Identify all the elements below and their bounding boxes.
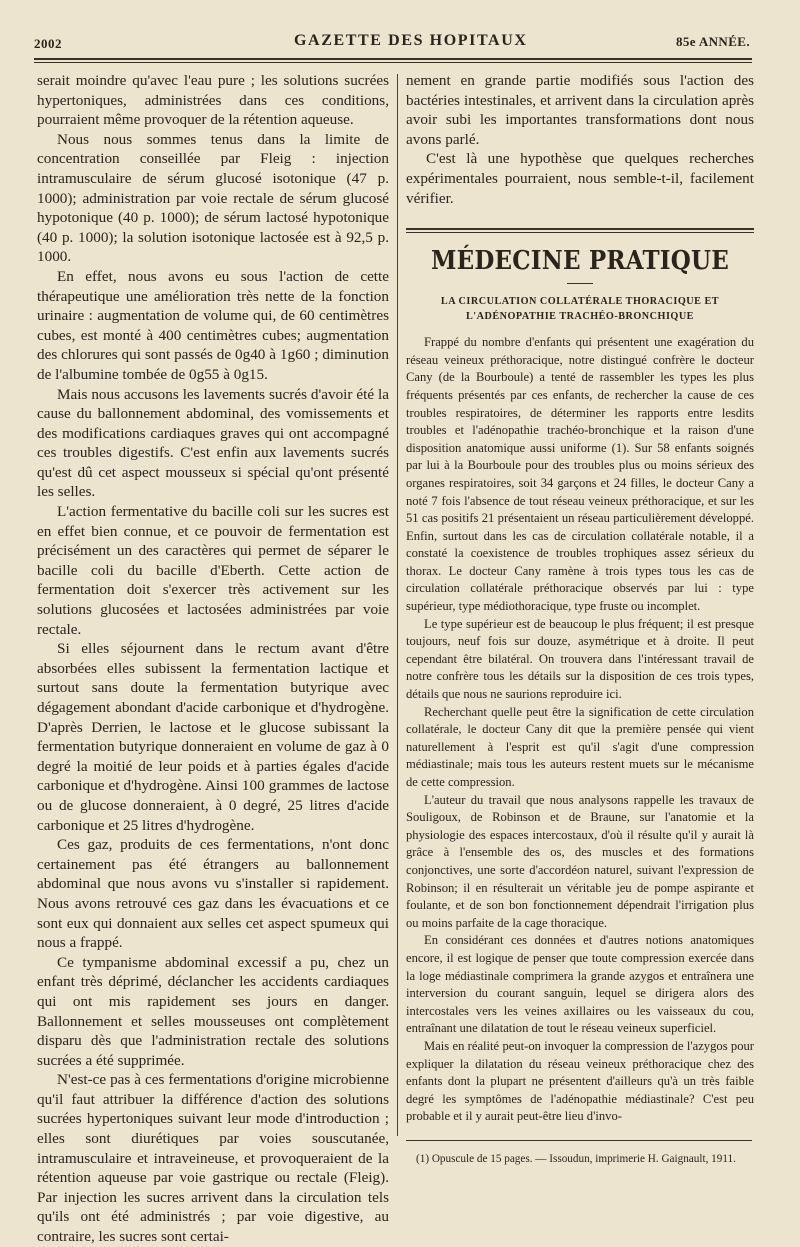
paragraph: Mais nous accusons les lavements sucrés d'avoir été la cause du ballonnement abdominal, des vomissements et des modifications cardiaques graves qui ont accompagné ces troubles digestifs. C'est enfin aux lavements sucrés qu'est dû cet aspect mousseux si spécial qu'ont présenté les selles.	[37, 385, 389, 501]
paragraph: L'action fermentative du bacille coli sur les sucres est en effet bien connue, et ce pouvoir de fermentation est précisément un des caractères qui permet de séparer le bacille coli du bacille d'Eberth. Cette action de fermentation doit s'exercer très activement sur les solutions glucosées et lactosées administrées par voie rectale.	[37, 503, 389, 638]
article-paragraph: L'auteur du travail que nous analysons rappelle les travaux de Souligoux, de Robinson et de Braune, sur l'anatomie et la physiologie des espaces intercostaux, d'où il résulte qu'il y aurait là grâce à l'ensemble des os, des muscles et des formations conjonctives, une sorte d'accordéon naturel, suivant l'expression de Robinson; il en résulterait un véritable jeu de pompe aspirante et foulante, et de son bon fonctionnement dépendrait l'irrigation plus ou moins parfaite de la cage thoracique.	[406, 792, 754, 930]
article-paragraph: Recherchant quelle peut être la signification de cette circulation collatérale, le docteur Cany dit que la première pensée qui vient naturellement à l'esprit est qu'il s'agit d'une compression médiastinale; mais tous les auteurs restent muets sur le mécanisme de cette compression.	[406, 704, 754, 789]
paragraph: serait moindre qu'avec l'eau pure ; les solutions sucrées hypertoniques, administrées dans ces conditions, pourraient même provoquer de la rétention aqueuse.	[37, 72, 389, 129]
section-title: MÉDECINE PRATIQUE	[431, 245, 729, 277]
paragraph: Si elles séjournent dans le rectum avant d'être absorbées elles subissent la fermentation lactique et surtout sans doute la fermentation butyrique avec dégagement abondant d'acide carbonique et d'hydrogène. D'après Derrien, le lactose et le glucose subissant la fermentation butyrique donneraient en volume de gaz à 0 degré la moitié de leur poids et à parties égales d'acide carbonique et d'hydrogène. Ainsi 100 grammes de lactose ou de glucose donneraient, à 0 degré, 25 litres d'acide carbonique et 25 litres d'hydrogène.	[37, 640, 389, 834]
footnote-rule	[406, 1140, 752, 1141]
paragraph: N'est-ce pas à ces fermentations d'origine microbienne qu'il faut attribuer la différence d'action des solutions sucrées hypertoniques suivant leur mode d'introduction ; elles sont diurétiques par voies souscutanée, intramusculaire et intraveineuse, et provoqueraient de la rétention aqueuse par voie gastrique ou rectale (Fleig). Par injection les sucres arrivent dans la circulation tels qu'ils ont été administrés ; par voie digestive, au contraire, les sucres sont certai-	[37, 1071, 389, 1246]
paragraph: C'est là une hypothèse que quelques recherches expérimentales pourraient, nous semble-t-il, facilement vérifier.	[406, 150, 754, 207]
footnote: (1) Opuscule de 15 pages. — Issoudun, imprimerie H. Gaignault, 1911.	[416, 1152, 736, 1165]
article-paragraph: Frappé du nombre d'enfants qui présentent une exagération du réseau veineux préthoracique, notre distingué confrère le docteur Cany (de la Bourboule) a tenté de rassembler les types les plus fréquents présentés par ces enfants, de rechercher la cause de ces troubles respiratoires, de déterminer les rapports entre lesdits troubles et l'adénopathie trachéo-bronchique et la raison d'une disposition anatomique aussi uniforme (1). Sur 58 enfants soignés par lui à la Bourboule pour des troubles plus ou moins sérieux des organes respiratoires, soit 34 garçons et 24 filles, le docteur Cany a noté 7 fois l'absence de tout réseau veineux préthoracique, et sur les 51 cas positifs 21 présentaient un réseau particulièrement développé. Enfin, surtout dans les cas de circulation collatérale notable, il a constaté la coexistence de troubles trophiques assez sérieux du thorax. Le docteur Cany ramène à trois types tous les cas de circulation collatérale préthoracique observés par lui : type supérieur, type médiothoracique, type fruste ou incomplet.	[406, 335, 754, 614]
paragraph: nement en grande partie modifiés sous l'action des bactéries intestinales, et arrivent dans la circulation après avoir subi les importantes transformations dont nous avons parlé.	[406, 72, 754, 148]
paragraph: En effet, nous avons eu sous l'action de cette thérapeutique une amélioration très nette de la fonction urinaire : augmentation de volume qui, de 60 centimètres cubes, est monté à 400 centimètres cubes; augmentation des chlorures qui sont passés de 0g40 à 1g60 ; diminution de l'albumine tombée de 0g55 à 0g15.	[37, 267, 389, 383]
right-column	[406, 71, 754, 1168]
journal-year: 85e ANNÉE.	[675, 34, 750, 49]
article-paragraph: Mais en réalité peut-on invoquer la compression de l'azygos pour expliquer la dilatation du réseau veineux préthoracique chez des enfants dont la plupart ne présentent d'ailleurs qu'à un très faible degré les symptômes de l'adénopathie médiastinale? C'est peu probable et il y aurait peut-être lieu d'invo-	[406, 1038, 754, 1124]
column-divider	[397, 74, 398, 1136]
page-header	[34, 30, 754, 52]
paragraph: Ces gaz, produits de ces fermentations, n'ont donc certainement pas été étrangers au ballonnement abdominal que nous avons vu s'installer si rapidement. Nous avons retrouvé ces gaz dans les évacuations et ce sont eux qui donnaient aux selles cet aspect spumeux qui nous a frappé.	[37, 836, 389, 952]
paragraph: Ce tympanisme abdominal excessif a pu, chez un enfant très déprimé, déclancher les accidents cardiaques qui ont mis rapidement ses jours en danger. Ballonnement et selles mousseuses ont complètement disparu dès que l'administration rectale des solutions sucrées a été supprimée.	[37, 953, 389, 1069]
article-paragraph: En considérant ces données et d'autres notions anatomiques encore, il est logique de penser que toute compression exercée dans la loge médiastinale comprimera la grande azygos et entraînera une interversion du courant sanguin, lequel se dirigera alors des intercostales vers les veines axillaires ou les vaisseaux du cou, entraînant une dilatation de tout le réseau veineux superficiel.	[406, 933, 754, 1036]
page-number: 2002	[34, 36, 62, 51]
section-rule-thin	[406, 232, 754, 233]
title-dash	[567, 283, 593, 284]
header-rule-thick	[34, 58, 752, 60]
section-rule-thick	[406, 228, 754, 230]
left-column	[37, 71, 389, 1247]
article-title: LA CIRCULATION COLLATÉRALE THORACIQUE ET L'ADÉNOPATHIE TRACHÉO-BRONCHIQUE	[440, 296, 720, 323]
header-rule-thin	[34, 62, 752, 63]
paragraph: Nous nous sommes tenus dans la limite de concentration conseillée par Fleig : injection intramusculaire de sérum glucosé isotonique (47 p. 1000); administration par voie rectale de sérum glucosé hypotonique (40 p. 1000); de sérum lactosé hypotonique (40 p. 1000); la solution isotonique lactosée est à 92,5 p. 1000.	[37, 130, 389, 266]
article-paragraph: Le type supérieur est de beaucoup le plus fréquent; il est presque toujours, neuf fois sur douze, asymétrique et à droite. Il peut cependant être bilatéral. On trouvera dans l'intéressant travail de notre confrère tous les détails sur la disposition de ces trois types, détails que nous ne saurions reproduire ici.	[406, 616, 754, 702]
journal-title: GAZETTE DES HOPITAUX	[294, 32, 528, 49]
